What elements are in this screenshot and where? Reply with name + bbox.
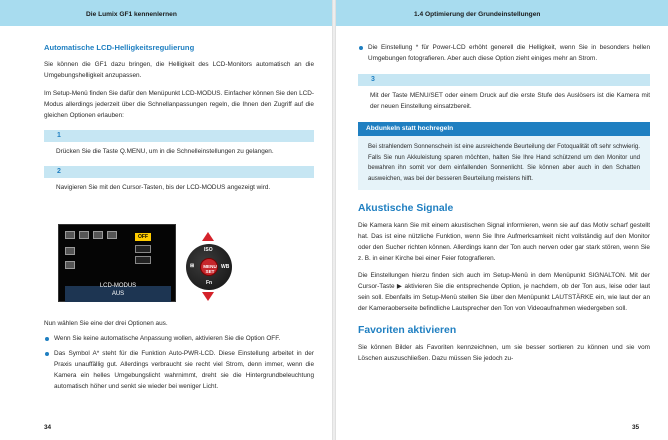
camera-icon bbox=[65, 231, 75, 239]
right-page bbox=[336, 0, 668, 440]
step-2-text: Navigieren Sie mit den Cursor-Tasten, bis der LCD-MODUS angezeigt wird. bbox=[56, 184, 271, 191]
right-header-bar bbox=[336, 0, 668, 26]
acoustic-paragraph-1: Die Kamera kann Sie mit einem akustischen Signal informieren, wenn sie auf das Motiv scharf gestellt hat. Das ist eine nützliche Funktion, wenn Sie Ihre Aufmerksamkeit nicht vollständig auf den Monitor oder den Sucher richten können. Allerdings kann der Ton auch nerven oder gar stark stören, wenn Sie z. B. in einer Kirche bei einer Feier fotografieren. bbox=[358, 222, 650, 263]
step-3-number: 3 bbox=[371, 76, 375, 83]
up-arrow-icon bbox=[202, 232, 214, 241]
right-running-header: 1.4 Optimierung der Grundeinstellungen bbox=[414, 11, 541, 18]
left-page-number: 34 bbox=[44, 424, 52, 431]
dial-left-label: ⊞ bbox=[190, 263, 195, 269]
choose-option-text: Nun wählen Sie eine der drei Optionen aus. bbox=[44, 320, 168, 327]
down-arrow-icon bbox=[202, 292, 214, 301]
right-content bbox=[358, 42, 650, 364]
aspect-icon bbox=[107, 231, 117, 239]
menu-set-button bbox=[200, 258, 218, 276]
left-page bbox=[0, 0, 332, 440]
dial-bottom-label: Fn bbox=[206, 280, 213, 286]
left-running-header: Die Lumix GF1 kennenlernen bbox=[86, 11, 177, 18]
favorites-paragraph: Sie können Bilder als Favoriten kennzeichnen, um sie besser sortieren zu können und sie vom Löschen auszuschließen. Dazu müssen Sie jedoch zu- bbox=[358, 344, 650, 363]
intro-paragraph: Sie können die GF1 dazu bringen, die Helligkeit des LCD-Monitors automatisch an die Umgebungshelligkeit anzupassen. bbox=[44, 61, 314, 79]
step-1-bar bbox=[44, 130, 314, 142]
bullet-auto-pwr: Das Symbol A* steht für die Funktion Auto-PWR-LCD. Diese Einstellung arbeitet in der Praxis unauffällig gut. Allerdings verbraucht sie recht viel Strom, denn immer, wenn die Kamera ein helles Umgebungslicht wahrnimmt, dreht sie die Hintergrundbeleuchtung automatisch höher und senkt sie wieder bei weniger Licht. bbox=[44, 348, 314, 392]
step-2-bar bbox=[44, 166, 314, 178]
step-3-bar bbox=[358, 74, 650, 86]
setup-paragraph: Im Setup-Menü finden Sie dafür den Menüpunkt LCD-MODUS. Einfacher können Sie den LCD-Modus allerdings jederzeit über die Schnellanpassungen regeln, die Ihnen den Zugriff auf die gleichen Optionen erlauben: bbox=[44, 90, 314, 119]
right-page-number: 35 bbox=[632, 424, 640, 431]
cursor-dial-illustration bbox=[186, 244, 232, 290]
menu-set-label: MENU SET bbox=[203, 264, 217, 274]
left-content bbox=[44, 43, 314, 193]
camera-lcd-illustration bbox=[58, 224, 176, 302]
lcd-mode-value: AUS bbox=[111, 291, 125, 297]
acoustic-paragraph-2: Die Einstellungen hierzu finden sich auch im Setup-Menü in dem Menüpunkt SIGNALTON. Mit der Cursor-Taste ▶ aktivieren Sie die entsprechende Option, je nachdem, ob der Ton aus, leise oder laut sein soll. Ebenfalls im Setup-Menü stellen Sie über den Menüpunkt LAUTSTÄRKE ein, wie laut der an der Kameraoberseite befindliche Lautsprecher den Ton von Videoaufnahmen wiedergeben soll. bbox=[358, 272, 650, 313]
step-1-text: Drücken Sie die Taste Q.MENU, um in die Schnelleinstellungen zu gelangen. bbox=[56, 148, 274, 155]
note-title-bar bbox=[358, 122, 650, 136]
lcd-mode-label: LCD-MODUS bbox=[99, 283, 137, 289]
quality-icon bbox=[93, 231, 103, 239]
note-box bbox=[358, 122, 650, 190]
bullet-off: Wenn Sie keine automatische Anpassung wollen, aktivieren Sie die Option OFF. bbox=[44, 333, 314, 344]
section-title-acoustic: Akustische Signale bbox=[358, 203, 454, 215]
dial-right-label: WB bbox=[221, 264, 230, 270]
section-title-lcd: Automatische LCD-Helligkeitsregulierung bbox=[44, 43, 195, 52]
power-lcd-option bbox=[135, 256, 151, 264]
step-2-number: 2 bbox=[57, 168, 61, 175]
step-1-number: 1 bbox=[57, 132, 61, 139]
dial-top-label: ISO bbox=[204, 247, 213, 253]
section-title-favorites: Favoriten aktivieren bbox=[358, 325, 457, 337]
bullet-power-lcd: Die Einstellung * für Power-LCD erhöht generell die Helligkeit, wenn Sie in besonders hellen Umgebungen fotografieren. Aber auch diese Option zieht einiges mehr an Strom. bbox=[358, 42, 650, 64]
flash-icon bbox=[65, 247, 75, 255]
off-option-chip: OFF bbox=[135, 233, 151, 241]
step-3-text: Mit der Taste MENU/SET oder einem Druck auf die erste Stufe des Auslösers ist die Kamera mit der neuen Einstellung einsatzbereit. bbox=[370, 92, 650, 110]
iso-icon bbox=[65, 261, 75, 269]
auto-lcd-option bbox=[135, 245, 151, 253]
note-title: Abdunkeln statt hochregeln bbox=[366, 125, 454, 132]
note-body: Bei strahlendem Sonnenschein ist eine ausreichende Beurteilung der Fotoqualität oft sehr schwierig. Falls Sie nun Akkuleistung sparen möchten, halten Sie Ihre Hand schützend um den Monitor und bewahren ihn somit vor dem einfallenden Sonnenlicht. Sie können aber auch in den Schatten ausweichen, was bei der besseren Beurteilung meistens hilft. bbox=[368, 143, 640, 182]
left-content-lower bbox=[44, 318, 314, 392]
left-header-bar bbox=[0, 0, 332, 26]
af-icon bbox=[79, 231, 89, 239]
